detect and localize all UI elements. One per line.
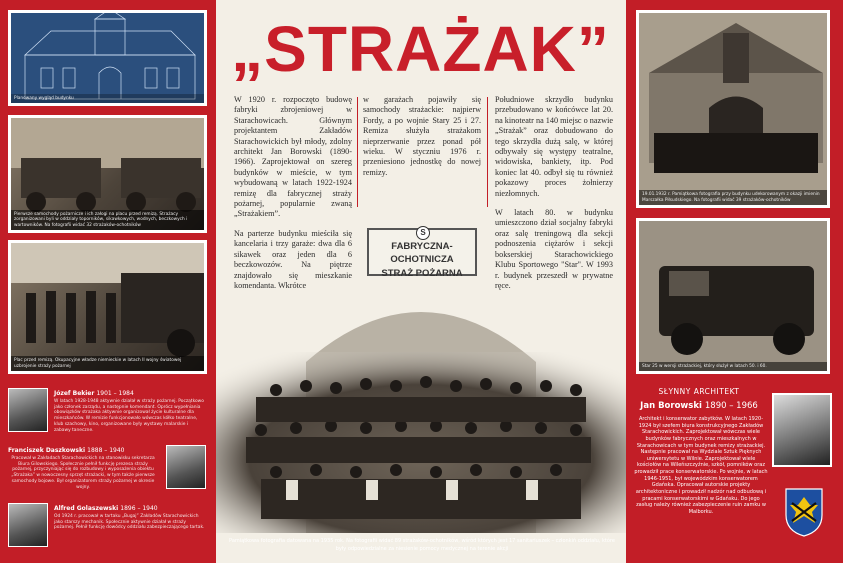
bio-jozef-bekier — [8, 388, 208, 443]
sign-line-2: STRAŻ POŻARNA — [381, 267, 463, 279]
bio-text: W latach 1928-1948 aktywnie działał w straży pożarnej. Początkowo jako członek zarządu, a następnie komendant. Oprócz wypełniania obowiązków strażaka aktywnie organizował życie kulturalne dla mieszkańców. W remizie funkcjonowało wówczas kółko teatralne, klub szachowy, kino, organizowane były wystawy malarskie i zabawy taneczne. — [54, 399, 204, 433]
bio-text: Od 1924 r. pracował w tartaku „Bugaj” Zakładów Starachowickich jako starszy mechanik. Społecznie aktywnie działał w straży pożarnej. Pełnił funkcję dowódcy oddziału zabezpieczającego tartak. — [54, 514, 205, 531]
starachowice-crest-icon — [784, 487, 824, 537]
decorated-building-photo — [636, 10, 830, 208]
bio-text: Pracował w Zakładach Starachowickich na stanowisku sekretarza Biura Gilowskiego. Społecznie pełnił funkcję prezesa straży pożarnej, przyczyniając się do rozbudowy i wyposażenia obiektu „Strażaka” w nowoczesny sprzęt strażacki, w tym także pierwsze samochody bojowe. Był organizatorem straży pożarnej w okresie wojny. — [11, 456, 155, 490]
architect-bio: Architekt i konserwator zabytków. W latach 1920-1924 był szefem biura konstrukcyjnego Zakładów Starachowickich. Zaprojektował wówczas wiele budynków fabrycznych oraz mieszkalnych w Starachowicach w tym budynek remizy strażackiej. Następnie pracował na Wydziale Sztuk Pięknych uniwersytetu w Wilnie. Zaprojektował wiele kościołów na Wileńszczyźnie, szkół, pomników oraz prowadził prace konserwatorskie. Po wojnie, w latach 1946-1951, był wojewódzkim konserwatorem Gdańska. Opracował autorskie projekty architektoniczne i prowadził nadzór nad odbudową i pracami konserwatorskimi w Gdańsku. Do jego zasług należy również zabezpieczenie ruin zamku w Malborku. — [634, 416, 768, 515]
star-truck-caption: Star 25 w wersji strażackiej, który służył w latach 50. i 60. — [639, 362, 827, 371]
building-blueprint-icon — [11, 13, 207, 106]
bio-name: Alfred Golaszewski — [54, 505, 119, 512]
article-paragraph: W 1920 r. rozpoczęto budowę fabryki zbrojeniowej w Starachowicach. Głównym projektantem Zakładów Starachowickich był młody, zdolny architekt Jan Borowski (1890-1966). Zaprojektował on szereg budynków w mieście, w tym wybudowaną w latach 1922-1924 remizę dla fabrycznej straży pożarnej, popularnie zwaną „Strażakiem”. — [234, 95, 352, 219]
fire-brigade-sign — [367, 228, 477, 279]
article-paragraph: Na parterze budynku mieściła się kancelaria i trzy garaże: dwa dla 6 sikawek oraz jeden dla 6 beczkowozów. Na piętrze znajdowało się mieszkanie komendanta. Wkrótce — [234, 228, 352, 290]
bio-name: Franciszek Daszkowski — [8, 447, 86, 454]
decorated-building-caption: 19.01.1932 r. Pamiątkowa fotografia przy budynku udekorowanym z okazji imienin Marszałka Piłsudskiego. Na fotografii widać 39 strażaków-ochotników — [639, 190, 827, 205]
first-trucks-caption: Pierwsze samochody pożarnicze i ich załogi na placu przed remizą. Strażacy zorganizowani byli w oddziały toporników, sikawkowych, wodnych, beczkowych i wartowników. Na fotografii widać 32 strażaków-ochotników — [11, 210, 204, 230]
column-divider — [487, 97, 488, 207]
brigade-emblem-icon: S — [416, 226, 430, 240]
group-photo-caption: Pamiątkowa fotografia datowana na 1935 rok. Na fotografii widać 89 strażaków-ochotników, wśród których jest 17 sanitariuszek – członkiń oddziału, które były odpowiedzialne za niesienie pomocy medycznej na terenie akcji — [229, 538, 615, 552]
page-title: „STRAŻAK” — [231, 13, 610, 85]
architect-heading: SŁYNNY ARCHITEKT — [658, 387, 740, 396]
star-25-truck-image — [639, 221, 830, 374]
square-photo — [8, 240, 207, 374]
bio-franciszek-daszkowski — [8, 445, 208, 500]
article-paragraph: W latach 80. w budynku umieszczono dział socjalny fabryki oraz salę treningową dla sekcji podnoszenia ciężarów i sekcji bokserskiej Starachowickiego Klubu Sportowego "Star". W 1993 r. budynek przeszedł w prywatne ręce. — [495, 208, 613, 290]
architect-years: 1890 – 1966 — [704, 401, 758, 411]
bio-years: 1888 – 1940 — [87, 447, 125, 454]
first-fire-trucks-photo — [8, 115, 207, 233]
decorated-remiza-image — [639, 13, 830, 208]
portrait-franciszek-daszkowski — [166, 445, 206, 489]
firemen-truck-image — [11, 243, 207, 374]
portrait-jozef-bekier — [8, 388, 48, 432]
article-col-2 — [363, 95, 481, 187]
bio-alfred-golaszewski — [8, 503, 208, 558]
portrait-alfred-golaszewski — [8, 503, 48, 547]
article-paragraph: w garażach pojawiły się samochody strażackie: najpierw Fordy, a po wojnie Stary 25 i 27. Remiza służyła strażakom nieprzerwanie przez ponad pół wieku. W styczniu 1976 r. przeniesiono jednostkę do nowej remizy. — [363, 95, 481, 177]
architect-name: Jan Borowski — [640, 401, 702, 411]
bio-years: 1901 – 1984 — [96, 390, 134, 397]
portrait-jan-borowski — [772, 393, 832, 467]
column-divider — [357, 97, 358, 207]
article-paragraph: Południowe skrzydło budynku przebudowano w końcówce lat 20. na kinoteatr na 140 miejsc o nazwie „Strażak” oraz dobudowano do tego skrzydła dużą salę, w której odbywały się występy teatralne, widowiska, bankiety, itp. Pod koniec lat 40. odbył się tu również pokazowy proces żołnierzy niezłomnych. — [495, 95, 613, 198]
blueprint-photo — [8, 10, 207, 106]
square-caption: Plac przed remizą. Okupacyjne władze niemieckie w latach II wojny światowej uzbrojenie straży pożarnej — [11, 356, 204, 371]
star-truck-photo — [636, 218, 830, 374]
bio-years: 1896 – 1940 — [120, 505, 158, 512]
bio-name: Józef Bekier — [54, 390, 95, 397]
blueprint-caption: Planowany wygląd budynku — [11, 94, 204, 103]
sign-line-1: FABRYCZNA-OCHOTNICZA — [390, 241, 454, 266]
